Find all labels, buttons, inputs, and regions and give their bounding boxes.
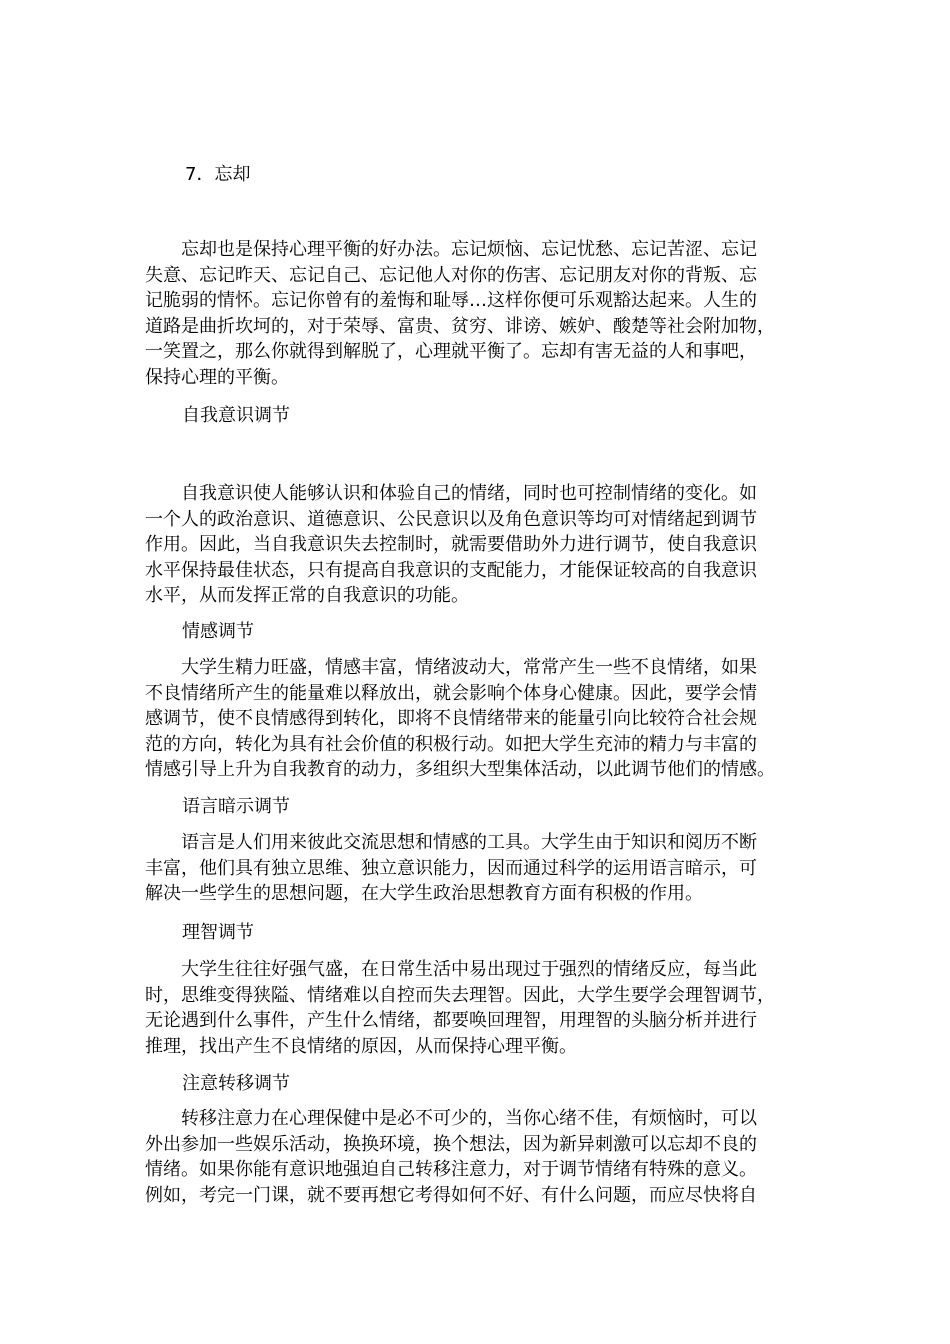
section-heading-reason: 理智调节	[182, 922, 254, 943]
paragraph-language	[145, 830, 807, 907]
paragraph-line: 解决一些学生的思想问题，在大学生政治思想教育方面有积极的作用。	[145, 883, 703, 904]
section-heading-emotion: 情感调节	[182, 621, 254, 642]
paragraph-line: 情绪。如果你能有意识地强迫自己转移注意力，对于调节情绪有特殊的意义。	[145, 1159, 757, 1180]
paragraph-forget	[145, 237, 807, 390]
paragraph-line: 转移注意力在心理保健中是必不可少的，当你心绪不佳，有烦恼时，可以	[181, 1108, 757, 1129]
paragraph-reason	[145, 957, 807, 1059]
section-heading-language: 语言暗示调节	[182, 796, 290, 817]
paragraph-self-awareness	[145, 481, 807, 609]
paragraph-line: 大学生精力旺盛，情感丰富，情绪波动大，常常产生一些不良情绪，如果	[181, 657, 757, 678]
paragraph-line: 忘却也是保持心理平衡的好办法。忘记烦恼、忘记忧愁、忘记苦涩、忘记	[181, 239, 757, 260]
paragraph-line: 水平，从而发挥正常的自我意识的功能。	[145, 585, 469, 606]
paragraph-line: 感调节，使不良情感得到转化，即将不良情绪带来的能量引向比较符合社会规	[145, 708, 757, 729]
paragraph-line: 一笑置之，那么你就得到解脱了，心理就平衡了。忘却有害无益的人和事吧，	[145, 341, 757, 362]
paragraph-line: 一个人的政治意识、道德意识、公民意识以及角色意识等均可对情绪起到调节	[145, 508, 757, 530]
section-heading-self-awareness: 自我意识调节	[182, 405, 290, 426]
paragraph-line: 不良情绪所产生的能量难以释放出，就会影响个体身心健康。因此，要学会情	[145, 682, 757, 704]
paragraph-attention	[145, 1106, 807, 1208]
paragraph-line: 作用。因此，当自我意识失去控制时，就需要借助外力进行调节，使自我意识	[145, 534, 757, 555]
section-heading-forget: 7．忘却	[185, 164, 251, 185]
paragraph-line: 推理，找出产生不良情绪的原因，从而保持心理平衡。	[145, 1035, 577, 1057]
paragraph-line: 情感引导上升为自我教育的动力，多组织大型集体活动，以此调节他们的情感。	[145, 759, 775, 780]
paragraph-line: 外出参加一些娱乐活动，换换环境，换个想法，因为新异刺激可以忘却不良的	[145, 1133, 757, 1155]
paragraph-line: 失意、忘记昨天、忘记自己、忘记他人对你的伤害、忘记朋友对你的背叛、忘	[145, 264, 757, 286]
section-heading-attention: 注意转移调节	[182, 1073, 290, 1094]
paragraph-line: 记脆弱的情怀。忘记你曾有的羞悔和耻辱…这样你便可乐观豁达起来。人生的	[145, 290, 757, 311]
paragraph-line: 范的方向，转化为具有社会价值的积极行动。如把大学生充沛的精力与丰富的	[145, 733, 757, 755]
paragraph-line: 道路是曲折坎坷的，对于荣辱、富贵、贫穷、诽谤、嫉妒、酸楚等社会附加物，	[145, 315, 775, 337]
paragraph-emotion	[145, 655, 807, 783]
paragraph-line: 丰富，他们具有独立思维、独立意识能力，因而通过科学的运用语言暗示，可	[145, 857, 757, 879]
paragraph-line: 时，思维变得狭隘、情绪难以自控而失去理智。因此，大学生要学会理智调节，	[145, 984, 775, 1006]
paragraph-line: 保持心理的平衡。	[145, 366, 289, 388]
paragraph-line: 水平保持最佳状态，只有提高自我意识的支配能力，才能保证较高的自我意识	[145, 559, 757, 581]
paragraph-line: 无论遇到什么事件，产生什么情绪，都要唤回理智，用理智的头脑分析并进行	[145, 1010, 757, 1031]
paragraph-line: 例如，考完一门课，就不要再想它考得如何不好、有什么问题，而应尽快将自	[145, 1184, 757, 1206]
paragraph-line: 大学生往往好强气盛，在日常生活中易出现过于强烈的情绪反应，每当此	[181, 959, 757, 980]
paragraph-line: 语言是人们用来彼此交流思想和情感的工具。大学生由于知识和阅历不断	[181, 832, 757, 853]
paragraph-line: 自我意识使人能够认识和体验自己的情绪，同时也可控制情绪的变化。如	[181, 483, 757, 504]
